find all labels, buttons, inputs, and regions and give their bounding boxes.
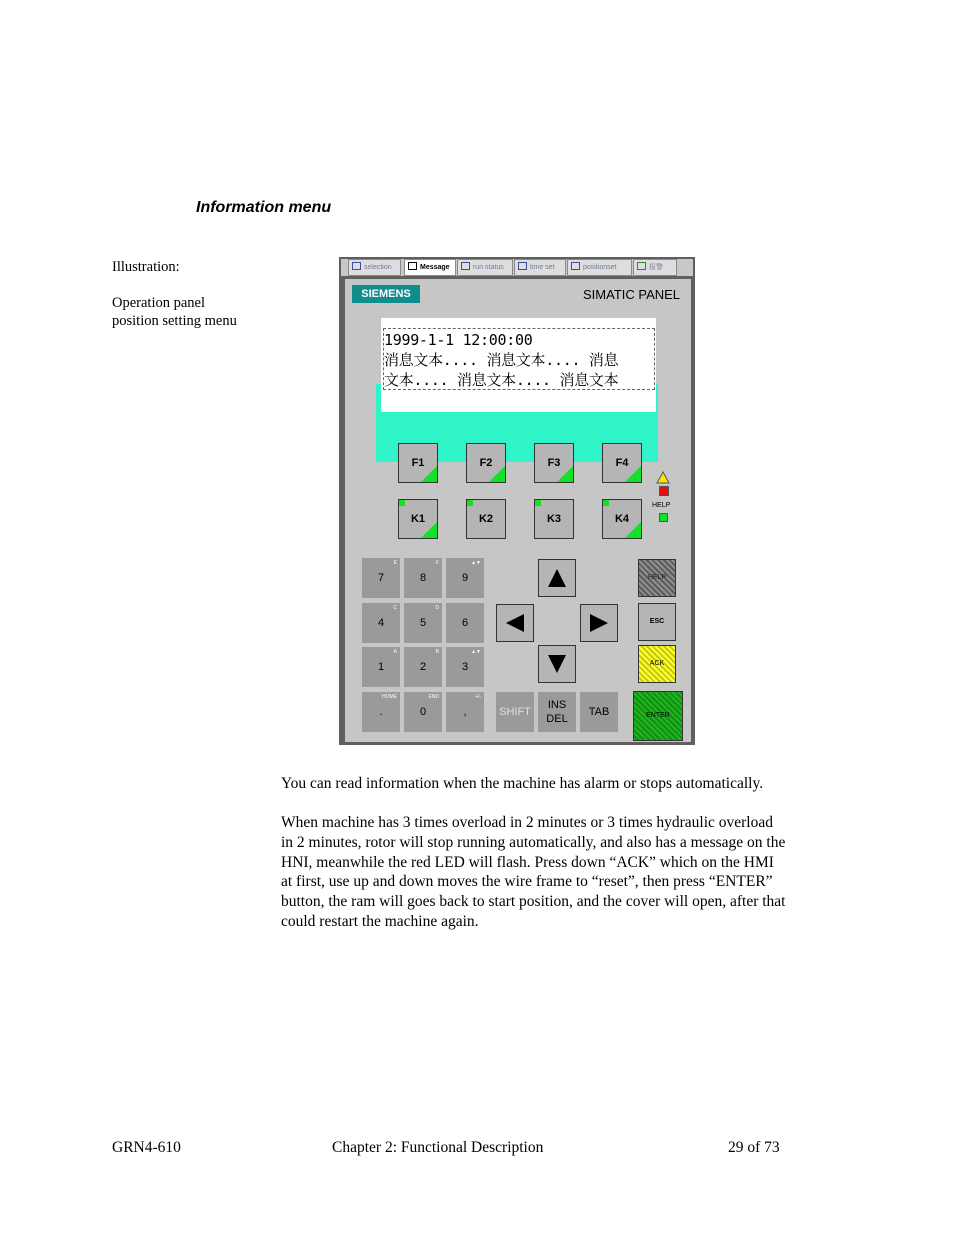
alarm-led-icon xyxy=(659,486,669,496)
paragraph-intro: You can read information when the machine has alarm or stops automatically. xyxy=(281,775,764,792)
k3-key[interactable]: K3 xyxy=(534,499,574,539)
ack-key[interactable]: ACK xyxy=(638,645,676,683)
tab-message[interactable]: Message xyxy=(404,259,456,276)
procedure-line: could restart the machine again. xyxy=(281,912,479,930)
procedure-line: When machine has 3 times overload in 2 minutes or 3 times hydraulic overload xyxy=(281,814,773,831)
down-arrow-key[interactable] xyxy=(538,645,576,683)
arrow-left-icon xyxy=(497,605,533,641)
key-7[interactable]: E 7 xyxy=(362,558,400,598)
key-8[interactable]: F 8 xyxy=(404,558,442,598)
key-0[interactable]: END 0 xyxy=(404,692,442,732)
arrow-right-icon xyxy=(581,605,617,641)
led-dot-icon xyxy=(603,500,609,506)
del-label: DEL xyxy=(546,713,568,725)
warning-icon xyxy=(656,471,670,484)
key-comma[interactable]: +/- , xyxy=(446,692,484,732)
tab-run-status[interactable]: run status xyxy=(457,259,513,276)
message-line-2: 消息文本.... 消息文本.... 消息 xyxy=(384,351,619,369)
ins-del-key[interactable] xyxy=(538,692,576,732)
footer-doc-id: GRN4-610 xyxy=(112,1139,181,1156)
key-6[interactable]: 6 xyxy=(446,603,484,643)
tab-alarm[interactable]: 报警 xyxy=(633,259,677,276)
help-key[interactable]: HELP xyxy=(638,559,676,597)
key-3[interactable]: ▲▼ 3 xyxy=(446,647,484,687)
tab-position-set[interactable]: positionset xyxy=(567,259,632,276)
procedure-line: at first, use up and down moves the wire frame to “reset”, then press “ENTER” xyxy=(281,873,773,891)
footer-page-number: 29 of 73 xyxy=(728,1139,780,1156)
key-9[interactable]: ▲▼ 9 xyxy=(446,558,484,598)
help-led-icon xyxy=(659,513,668,522)
f1-key[interactable]: F1 xyxy=(398,443,438,483)
k2-key[interactable]: K2 xyxy=(466,499,506,539)
led-dot-icon xyxy=(467,500,473,506)
arrow-up-icon xyxy=(539,560,575,596)
up-arrow-key[interactable] xyxy=(538,559,576,597)
help-led-label: HELP xyxy=(652,502,671,509)
key-1[interactable]: A 1 xyxy=(362,647,400,687)
f4-key[interactable]: F4 xyxy=(602,443,642,483)
key-4[interactable]: C 4 xyxy=(362,603,400,643)
siemens-logo: SIEMENS xyxy=(352,285,420,303)
k1-key[interactable]: K1 xyxy=(398,499,438,539)
led-dot-icon xyxy=(399,500,405,506)
arrow-down-icon xyxy=(539,646,575,682)
esc-key[interactable]: ESC xyxy=(638,603,676,641)
k4-key[interactable]: K4 xyxy=(602,499,642,539)
paragraph-procedure xyxy=(281,813,846,932)
f3-key[interactable]: F3 xyxy=(534,443,574,483)
procedure-line: in 2 minutes, rotor will stop running automatically, and also has a message on the xyxy=(281,833,786,851)
caption-line-1: Operation panel xyxy=(112,295,206,311)
key-5[interactable]: D 5 xyxy=(404,603,442,643)
illustration-label: Illustration: xyxy=(112,259,180,275)
key-2[interactable]: B 2 xyxy=(404,647,442,687)
section-title: Information menu xyxy=(196,199,332,216)
procedure-line: button, the ram will goes back to start position, and the cover will open, after that xyxy=(281,893,786,911)
tab-key[interactable]: TAB xyxy=(580,692,618,732)
tab-time-set[interactable]: time set xyxy=(514,259,566,276)
message-line-3: 文本.... 消息文本.... 消息文本 xyxy=(384,371,619,389)
caption-line-2: position setting menu xyxy=(112,313,237,329)
key-dot[interactable]: HOME . xyxy=(362,692,400,732)
right-arrow-key[interactable] xyxy=(580,604,618,642)
message-line-1: 1999-1-1 12:00:00 xyxy=(384,331,533,349)
f2-key[interactable]: F2 xyxy=(466,443,506,483)
procedure-line: HNI, meanwhile the red LED will flash. Press down “ACK” which on the HMI xyxy=(281,853,774,871)
panel-tab-bar xyxy=(341,259,693,276)
simatic-label: SIMATIC PANEL xyxy=(583,287,681,302)
ins-label: INS xyxy=(547,699,567,711)
led-dot-icon xyxy=(535,500,541,506)
footer-chapter: Chapter 2: Functional Description xyxy=(332,1139,544,1156)
tab-selection[interactable]: selection xyxy=(348,259,401,276)
left-arrow-key[interactable] xyxy=(496,604,534,642)
enter-key[interactable]: ENTER xyxy=(633,691,683,741)
shift-key[interactable]: SHIFT xyxy=(496,692,534,732)
